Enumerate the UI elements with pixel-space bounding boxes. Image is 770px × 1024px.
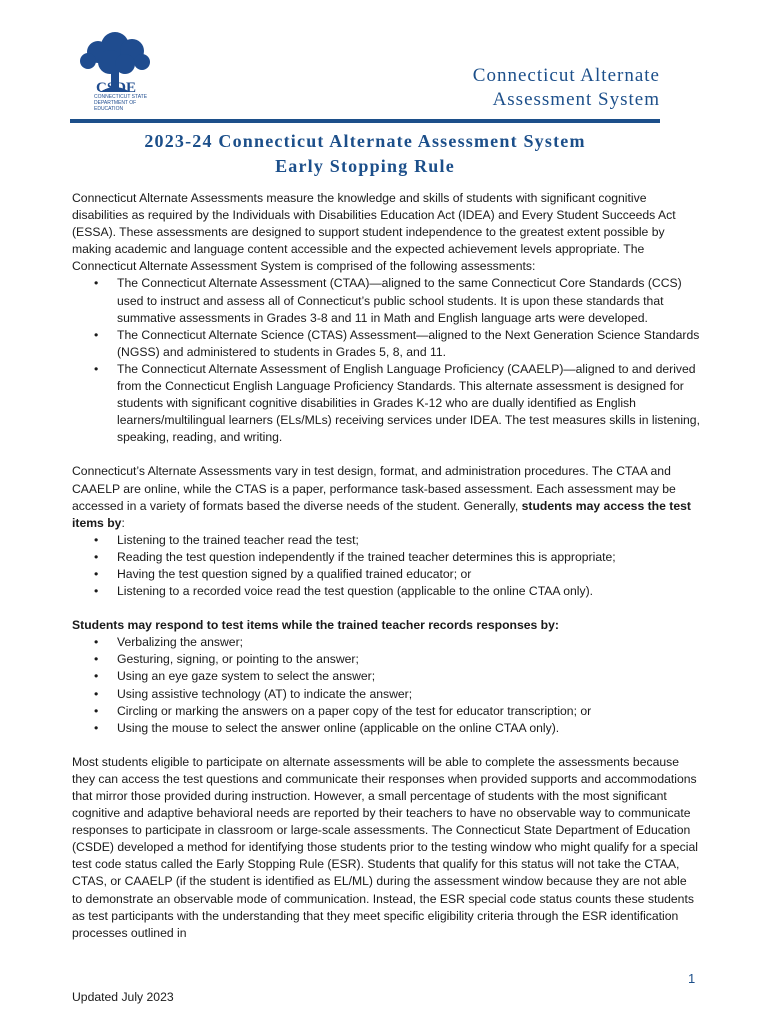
assessment-item: • The Connecticut Alternate Assessment of English Language Proficiency (CAAELP)—aligned to and derived from the Connecticut English Language Proficiency Standards. This alternate assessment is designed for students with significant cognitive disabilities in Grades K-12 who are dually identified as English learners/multilingual learners (ELs/MLs) receiving services under IDEA. The test measures skills in listening, speaking, reading, and writing. — [72, 361, 700, 446]
access-paragraph-lead: Connecticut’s Alternate Assessments vary in test design, format, and administration procedures. The CTAA and CAAELP are online, while the CTAS is a paper, performance task-based assessment. Each assessment may be accessed in a variety of formats based the diverse needs of the student. Generally, — [72, 464, 676, 513]
intro-paragraph: Connecticut Alternate Assessments measure the knowledge and skills of students with significant cognitive disabilities as required by the Individuals with Disabilities Education Act (IDEA) and Every Student Succeeds Act (ESSA). These assessments are designed to support student independence to the greatest extent possible by making academic and language content accessible and the expected achievement levels appropriate. The Connecticut Alternate Assessment System is comprised of the following assessments: — [72, 191, 676, 274]
document-title-line2: Early Stopping Rule — [275, 156, 455, 176]
access-paragraph — [72, 463, 700, 531]
csde-logo — [70, 26, 166, 110]
header-title-line2: Assessment System — [492, 89, 660, 110]
assessment-item: • The Connecticut Alternate Science (CTAS) Assessment—aligned to the Next Generation Science Standards (NGSS) and administered to students in Grades 5, 8, and 11. — [72, 327, 700, 361]
assessment-list — [72, 275, 700, 446]
logo-subtext: CONNECTICUT STATE DEPARTMENT OF EDUCATION — [94, 94, 148, 112]
page-number: 1 — [688, 971, 696, 986]
access-list — [72, 532, 700, 600]
header-divider — [70, 119, 660, 123]
access-item: • Reading the test question independently if the trained teacher determines this is appropriate; — [72, 549, 700, 566]
header-title-line1: Connecticut Alternate — [472, 65, 660, 86]
footer-updated: Updated July 2023 — [72, 990, 174, 1004]
respond-item: • Gesturing, signing, or pointing to the answer; — [72, 651, 700, 668]
respond-item: • Using the mouse to select the answer online (applicable on the online CTAA only). — [72, 720, 700, 737]
respond-item: • Circling or marking the answers on a paper copy of the test for educator transcription; or — [72, 703, 700, 720]
header-title — [473, 64, 660, 112]
respond-list — [72, 634, 700, 737]
access-item: • Listening to the trained teacher read the test; — [72, 532, 700, 549]
respond-item: • Using an eye gaze system to select the answer; — [72, 668, 700, 685]
document-title — [70, 129, 660, 179]
access-item: • Having the test question signed by a qualified trained educator; or — [72, 566, 700, 583]
closing-paragraph: Most students eligible to participate on alternate assessments will be able to complete the assessments because they can access the test questions and communicate their responses when provided supports and accommodations that mirror those provided during instruction. However, a small percentage of students with the most significant cognitive and adaptive behavioral needs are reported by their teachers to have no observable way to communicate responses to participate in classroom or large-scale assessments. The Connecticut State Department of Education (CSDE) developed a method for identifying those students prior to the testing window who might qualify for a special test code status called the Early Stopping Rule (ESR). Students that qualify for this status will not take the CTAA, CTAS, or CAAELP (if the student is identified as EL/ML) during the assessment window because they are not able to demonstrate an observable mode of communication. Instead, the ESR special code status counts these students as test participants with the understanding that they meet specific eligibility criteria through the ESR identification processes outlined in — [72, 754, 698, 940]
access-paragraph-end: : — [121, 515, 125, 530]
respond-item: • Verbalizing the answer; — [72, 634, 700, 651]
document-title-line1: 2023-24 Connecticut Alternate Assessment System — [144, 131, 586, 151]
respond-item: • Using assistive technology (AT) to indicate the answer; — [72, 686, 700, 703]
access-paragraph-bold: students may access the test items by — [72, 498, 691, 530]
document-body — [72, 190, 700, 942]
svg-text:CSDE: CSDE — [96, 80, 137, 96]
assessment-item: • The Connecticut Alternate Assessment (CTAA)—aligned to the same Connecticut Core Standards (CCS) used to instruct and assess all of Connecticut’s public school students. It is upon these standards that summative assessments in Grades 3-8 and 11 in Math and English language arts were developed. — [72, 275, 700, 326]
respond-heading: Students may respond to test items while the trained teacher records responses by: — [72, 618, 559, 633]
access-item: • Listening to a recorded voice read the test question (applicable to the online CTAA only). — [72, 583, 700, 600]
